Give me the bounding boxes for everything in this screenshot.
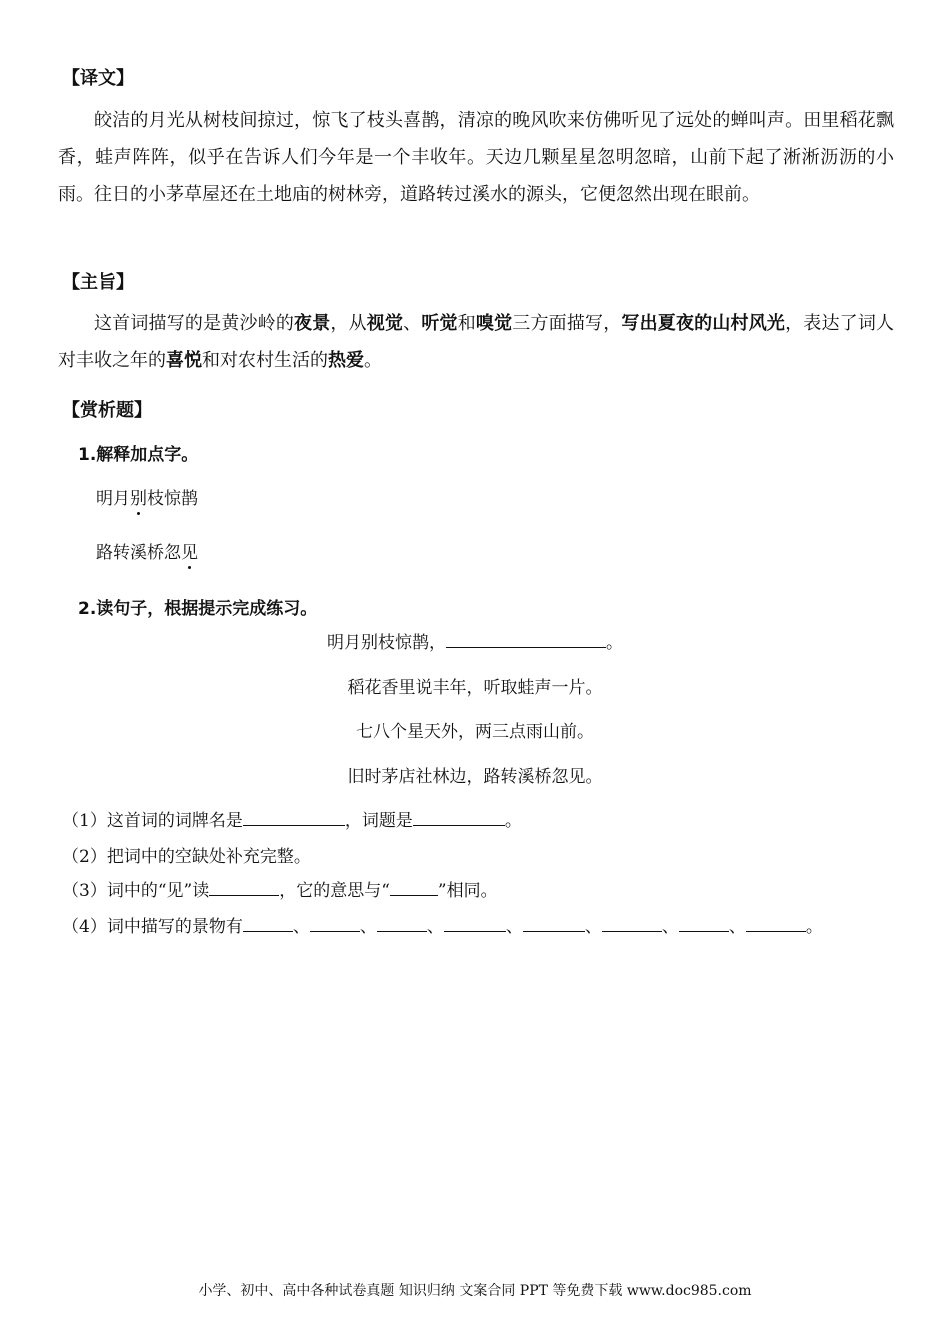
poem-line-4: 旧时茅店社林边，路转溪桥忽见。 bbox=[347, 767, 603, 787]
answer-blank[interactable] bbox=[446, 631, 606, 648]
poem-line-2: 稻花香里说丰年，听取蛙声一片。 bbox=[347, 678, 603, 698]
keyword-hearing: 听觉 bbox=[421, 313, 458, 334]
answer-blank[interactable] bbox=[679, 915, 729, 932]
answer-blank[interactable] bbox=[243, 809, 345, 826]
answer-blank[interactable] bbox=[746, 915, 806, 932]
keyword-summer-night: 写出夏夜的山村风光 bbox=[621, 313, 786, 334]
poem-line-3: 七八个星天外，两三点雨山前。 bbox=[356, 722, 594, 742]
answer-blank[interactable] bbox=[243, 915, 293, 932]
answer-blank[interactable] bbox=[523, 915, 585, 932]
sub-question-4: （4）词中描写的景物有 、 、 、 、 、 、 、 。 bbox=[62, 917, 823, 937]
keyword-vision: 视觉 bbox=[366, 313, 404, 334]
translation-heading: 【译文】 bbox=[62, 68, 134, 89]
keyword-night-scene: 夜景 bbox=[294, 313, 331, 334]
answer-blank[interactable] bbox=[444, 915, 506, 932]
question-1-title: 1.解释加点字。 bbox=[78, 445, 199, 465]
answer-blank[interactable] bbox=[602, 915, 662, 932]
sub-question-1: （1）这首词的词牌名是 ，词题是 。 bbox=[62, 811, 522, 831]
answer-blank[interactable] bbox=[377, 915, 427, 932]
question-2-title: 2.读句子，根据提示完成练习。 bbox=[78, 599, 318, 619]
page-footer: 小学、初中、高中各种试卷真题 知识归纳 文案合同 PPT 等免费下载 www.doc985.com bbox=[198, 1283, 752, 1299]
dotted-character: 别 bbox=[130, 484, 147, 509]
theme-heading: 【主旨】 bbox=[62, 272, 134, 293]
poem-line-1: 明月别枝惊鹊， 。 bbox=[327, 633, 623, 653]
sub-question-2: （2）把词中的空缺处补充完整。 bbox=[62, 847, 311, 867]
answer-blank[interactable] bbox=[310, 915, 360, 932]
keyword-love: 热爱 bbox=[328, 350, 364, 371]
dotted-character: 见 bbox=[181, 538, 198, 563]
answer-blank[interactable] bbox=[413, 809, 505, 826]
answer-blank[interactable] bbox=[209, 879, 279, 896]
question-1-line-2: 路转溪桥忽见 bbox=[96, 538, 198, 563]
appreciation-heading: 【赏析题】 bbox=[62, 400, 152, 421]
question-1-line-1: 明月别枝惊鹊 bbox=[96, 484, 198, 509]
answer-blank[interactable] bbox=[390, 879, 438, 896]
keyword-smell: 嗅觉 bbox=[475, 313, 513, 334]
sub-question-3: （3）词中的“见”读 ，它的意思与“ ”相同。 bbox=[62, 881, 498, 901]
theme-text: 这首词描写的是黄沙岭的夜景，从视觉、听觉和嗅觉三方面描写，写出夏夜的山村风光，表达了词人对丰收之年的喜悦和对农村生活的热爱。 bbox=[58, 313, 895, 371]
translation-text: 皎洁的月光从树枝间掠过，惊飞了枝头喜鹊，清凉的晚风吹来仿佛听见了远处的蝉叫声。田里稻花飘香，蛙声阵阵，似乎在告诉人们今年是一个丰收年。天边几颗星星忽明忽暗，山前下起了淅淅沥沥的小雨。往日的小茅草屋还在土地庙的树林旁，道路转过溪水的源头，它便忽然出现在眼前。 bbox=[58, 110, 894, 205]
keyword-joy: 喜悦 bbox=[166, 350, 202, 371]
